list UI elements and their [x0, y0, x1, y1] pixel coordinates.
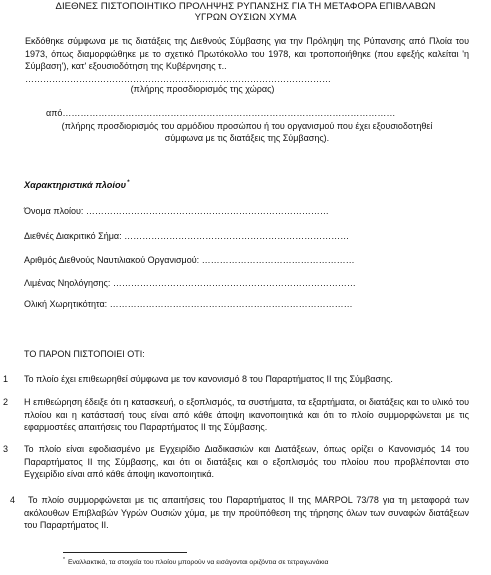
footnote-mark: * — [63, 557, 65, 563]
field-imo-number: Αριθμός Διεθνούς Ναυτιλιακού Οργανισμού: …………………………………………… — [24, 255, 355, 265]
item-number: 3 — [3, 444, 9, 454]
ship-details-heading-mark: * — [127, 180, 130, 186]
field-ship-name: Όνομα πλοίου: ……………………………………………………………………… — [24, 206, 329, 216]
item-number: 2 — [3, 397, 9, 407]
authority-dots-line: από………………………………………………………………………………………………… — [46, 108, 396, 118]
country-dots-line: ………………………………………………………………………………………… — [25, 74, 331, 84]
ship-details-heading-text: Χαρακτηριστικά πλοίου — [24, 180, 126, 190]
country-note: (πλήρης προσδιορισμός της χώρας) — [130, 84, 275, 94]
field-port-of-registry: Λιμένας Νηολόγησης: ……………………………………………………………………… — [24, 278, 356, 288]
document-title-line-1: ΔΙΕΘΝΕΣ ΠΙΣΤΟΠΟΙΗΤΙΚΟ ΠΡΟΛΗΨΗΣ ΡΥΠΑΝΣΗΣ ΓΙΑ ΤΗ ΜΕΤΑΦΟΡΑ ΕΠΙΒΛΑΒΩΝ — [55, 1, 436, 12]
authority-note-line-2: σύμφωνα με τις διατάξεις της Σύμβασης). — [164, 133, 330, 143]
authority-note-line-1: (πλήρης προσδιορισμός του αρμόδιου προσώπου ή του οργανισμού που έχει εξουσιοδοτηθεί — [61, 121, 433, 131]
ship-details-heading — [24, 180, 129, 190]
field-call-sign: Διεθνές Διακριτικό Σήμα: ………………………………………………………………… — [24, 231, 350, 241]
certify-item-text: Το πλοίο είναι εφοδιασμένο με Εγχειρίδιο Διαδικασιών και Διατάξεων, όπως ορίζει ο Κανονισμός 14 του Παραρτήματος ΙΙ της Σύμβασης, και ότι οι διατάξεις και ο εξοπλισμός του πλοίου που προβλέπονται στο Εγχειρίδιο είναι από κάθε άποψη ικανοποιητικά. — [24, 444, 469, 480]
footnote-text: Εναλλακτικά, τα στοιχεία του πλοίου μπορούν να εισάγονται οριζόντια σε τετραγωνάκια — [67, 559, 329, 566]
certify-item-text: Η επιθεώρηση έδειξε ότι η κατασκευή, ο εξοπλισμός, τα συστήματα, τα εξαρτήματα, οι διατάξεις και το υλικό του πλοίου και η κατάστασή τους είναι από κάθε άποψη ικανοποιητικά και ότι το πλοίο συμμορφώνεται με τις εφαρμοστέες απαιτήσεις του Παραρτήματος ΙΙ της Σύμβασης. — [24, 397, 469, 433]
certify-item-text: Το πλοίο συμμορφώνεται με τις απαιτήσεις του Παραρτήματος ΙΙ της MARPOL 73/78 για τη μεταφορά των ακόλουθων Επιβλαβών Υγρών Ουσιών χύμα, με την προϋπόθεση της τήρησης όλων των συναφών διατάξεων του Παραρτήματος ΙΙ. — [24, 495, 469, 531]
footnote-divider — [63, 552, 187, 553]
certifies-heading: ΤΟ ΠΑΡΟΝ ΠΙΣΤΟΠΟΙΕΙ ΟΤΙ: — [24, 349, 145, 359]
certify-item-text: Το πλοίο έχει επιθεωρηθεί σύμφωνα με τον κανονισμό 8 του Παραρτήματος ΙΙ της Σύμβασης. — [24, 374, 393, 384]
intro-paragraph: Εκδόθηκε σύμφωνα με τις διατάξεις της Διεθνούς Σύμβασης για την Πρόληψη της Ρύπανσης από Πλοία του 1973, όπως διαμορφώθηκε με το σχετικό Πρωτόκολλο του 1978, και τροποποιήθηκε (που εφεξής καλείται 'η Σύμβαση'), κατ' εξουσιοδότηση της Κυβέρνησης τ.. — [25, 36, 469, 72]
field-gross-tonnage: Ολική Χωρητικότητα: ……………………………………………………………………… — [24, 299, 353, 309]
item-number: 4 — [10, 495, 16, 505]
item-number: 1 — [3, 374, 9, 384]
footnote — [63, 556, 328, 567]
document-title-line-2: ΥΓΡΩΝ ΟΥΣΙΩΝ ΧΥΜΑ — [194, 12, 297, 23]
